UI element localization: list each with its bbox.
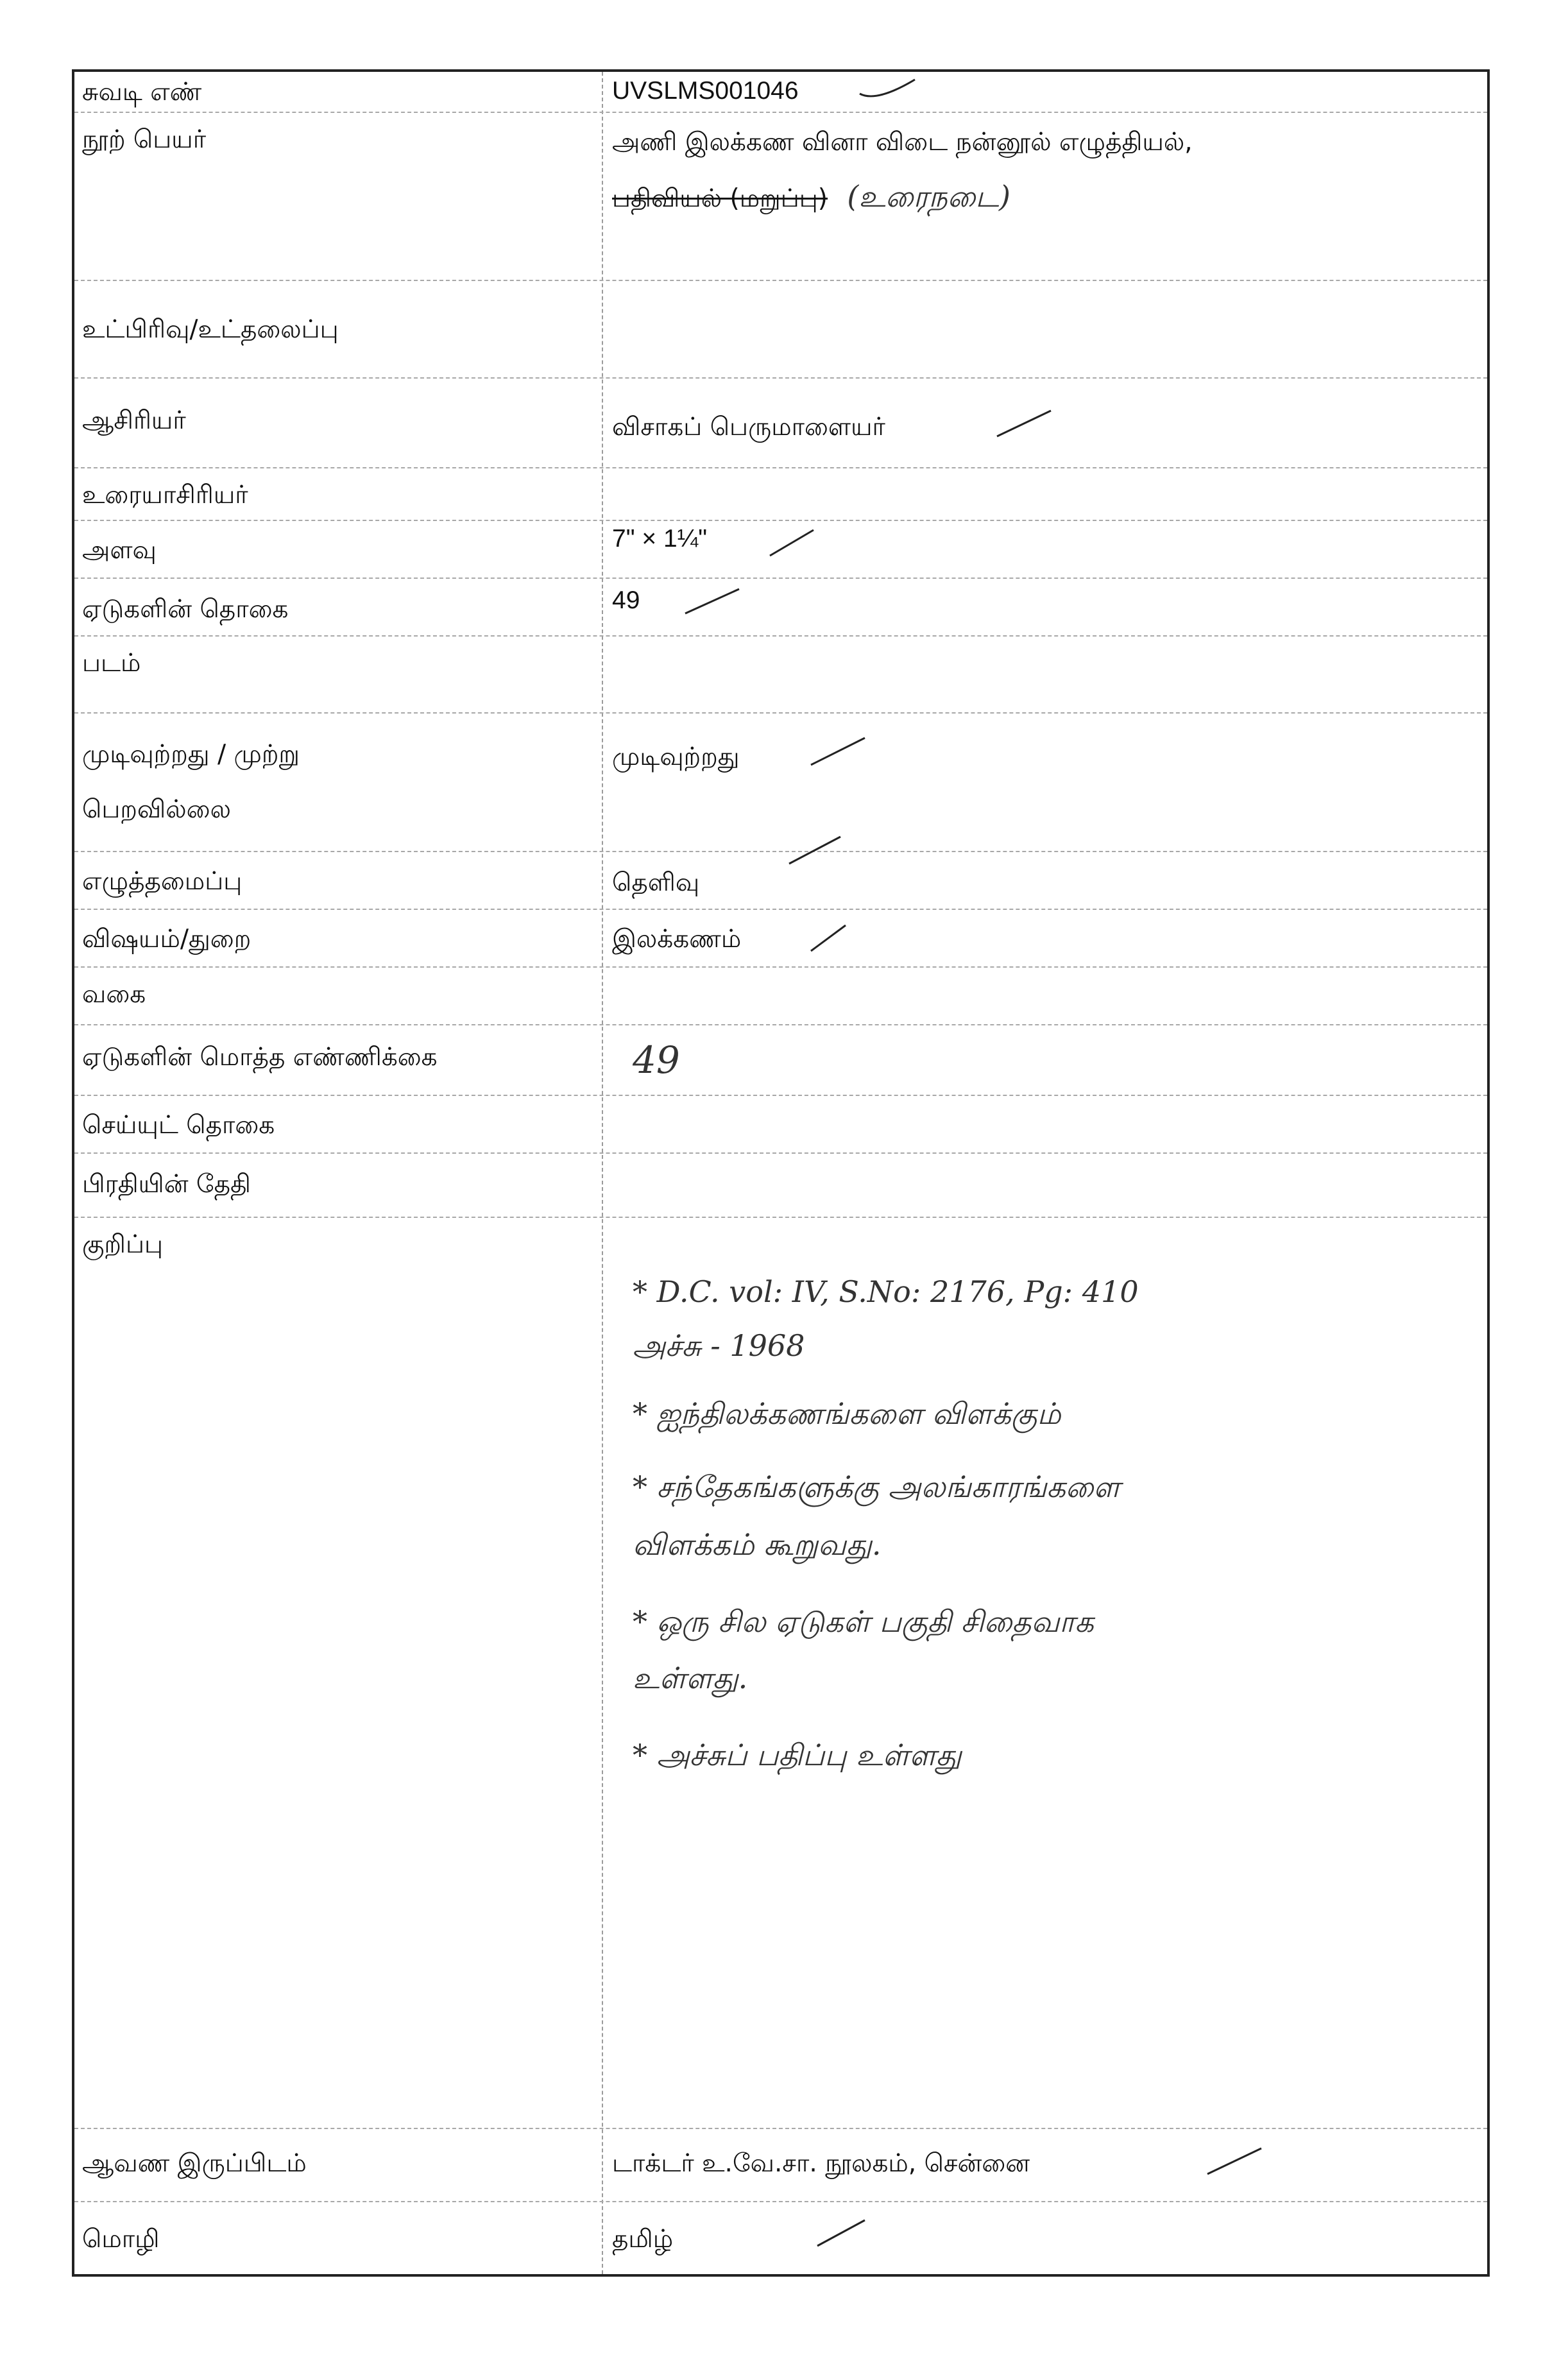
- value-author: விசாகப் பெருமாளையர்: [612, 413, 885, 441]
- label-repository: ஆவண இருப்பிடம்: [82, 2149, 307, 2178]
- label-title: நூற் பெயர்: [82, 125, 207, 154]
- row-copy-date: [74, 1154, 1487, 1218]
- catalog-sheet: [72, 69, 1490, 2277]
- label-picture: படம்: [82, 649, 141, 678]
- check-mark-icon: [1204, 2144, 1265, 2177]
- row-notes: [74, 1218, 1487, 2129]
- row-completion: [74, 714, 1487, 852]
- value-repository: டாக்டர் உ.வே.சா. நூலகம், சென்னை: [612, 2149, 1030, 2178]
- value-leaf-count: 49: [612, 586, 640, 614]
- check-mark-icon: [681, 585, 743, 617]
- handwritten-title-note: (உரைநடை): [847, 179, 1010, 214]
- value-completion: முடிவுற்றது: [612, 742, 740, 771]
- row-manuscript-id: [74, 72, 1487, 113]
- row-repository: [74, 2129, 1487, 2202]
- label-total-leaves: ஏடுகளின் மொத்த எண்ணிக்கை: [82, 1043, 438, 1072]
- check-mark-icon: [857, 74, 919, 107]
- row-subject: [74, 910, 1487, 968]
- check-mark-icon: [807, 735, 869, 767]
- label-verse-count: செய்யுட் தொகை: [82, 1111, 275, 1140]
- label-completion-line2: பெறவில்லை: [82, 795, 231, 824]
- value-manuscript-id: UVSLMS001046: [612, 77, 799, 105]
- label-notes: குறிப்பு: [82, 1230, 164, 1259]
- row-commentator: [74, 468, 1487, 521]
- label-subject: விஷயம்/துறை: [82, 925, 251, 954]
- label-type: வகை: [82, 980, 146, 1009]
- check-mark-icon: [807, 923, 869, 955]
- label-subdivision: உட்பிரிவு/உட்தலைப்பு: [82, 315, 339, 344]
- check-mark-icon: [766, 527, 828, 560]
- row-author: [74, 379, 1487, 468]
- row-title: [74, 113, 1487, 281]
- value-total-leaves: 49: [633, 1038, 680, 1082]
- row-total-leaves: [74, 1025, 1487, 1096]
- value-subject: இலக்கணம்: [612, 925, 742, 954]
- row-leaf-count: [74, 579, 1487, 637]
- label-leaf-count: ஏடுகளின் தொகை: [82, 595, 289, 624]
- value-language: தமிழ்: [612, 2225, 674, 2254]
- label-commentator: உரையாசிரியர்: [82, 481, 248, 509]
- row-script: [74, 852, 1487, 910]
- note-line: * அச்சுப் பதிப்பு உள்ளது: [633, 1738, 962, 1772]
- row-type: [74, 968, 1487, 1025]
- note-line: உள்ளது.: [633, 1661, 748, 1695]
- row-language: [74, 2202, 1487, 2274]
- row-picture: [74, 637, 1487, 714]
- label-language: மொழி: [82, 2225, 160, 2254]
- row-subdivision: [74, 281, 1487, 379]
- check-mark-icon: [993, 407, 1055, 439]
- label-size: அளவு: [82, 536, 157, 565]
- row-size: [74, 521, 1487, 579]
- note-line: * ஐந்திலக்கணங்களை விளக்கும்: [633, 1396, 1061, 1431]
- note-line: * D.C. vol: IV, S.No: 2176, Pg: 410: [633, 1274, 1139, 1309]
- note-line: * சந்தேகங்களுக்கு அலங்காரங்களை: [633, 1469, 1120, 1504]
- label-script: எழுத்தமைப்பு: [82, 867, 243, 896]
- note-line: விளக்கம் கூறுவது.: [633, 1527, 882, 1562]
- label-author: ஆசிரியர்: [82, 406, 186, 435]
- value-size: 7" × 1¼": [612, 525, 708, 552]
- note-line: அச்சு - 1968: [633, 1328, 805, 1363]
- value-title-line2: பதிவியல் (மறுப்பு): [612, 184, 828, 213]
- check-mark-icon: [814, 2216, 875, 2248]
- label-completion-line1: முடிவுற்றது / முற்று: [82, 740, 300, 769]
- value-script: தெளிவு: [612, 868, 700, 897]
- note-line: * ஒரு சில ஏடுகள் பகுதி சிதைவாக: [633, 1604, 1094, 1639]
- value-title-line1: அணி இலக்கண வினா விடை நன்னூல் எழுத்தியல்,: [612, 128, 1193, 157]
- row-verse-count: [74, 1096, 1487, 1154]
- label-copy-date: பிரதியின் தேதி: [82, 1170, 251, 1199]
- label-manuscript-id: சுவடி எண்: [82, 78, 202, 107]
- check-mark-icon: [785, 834, 847, 866]
